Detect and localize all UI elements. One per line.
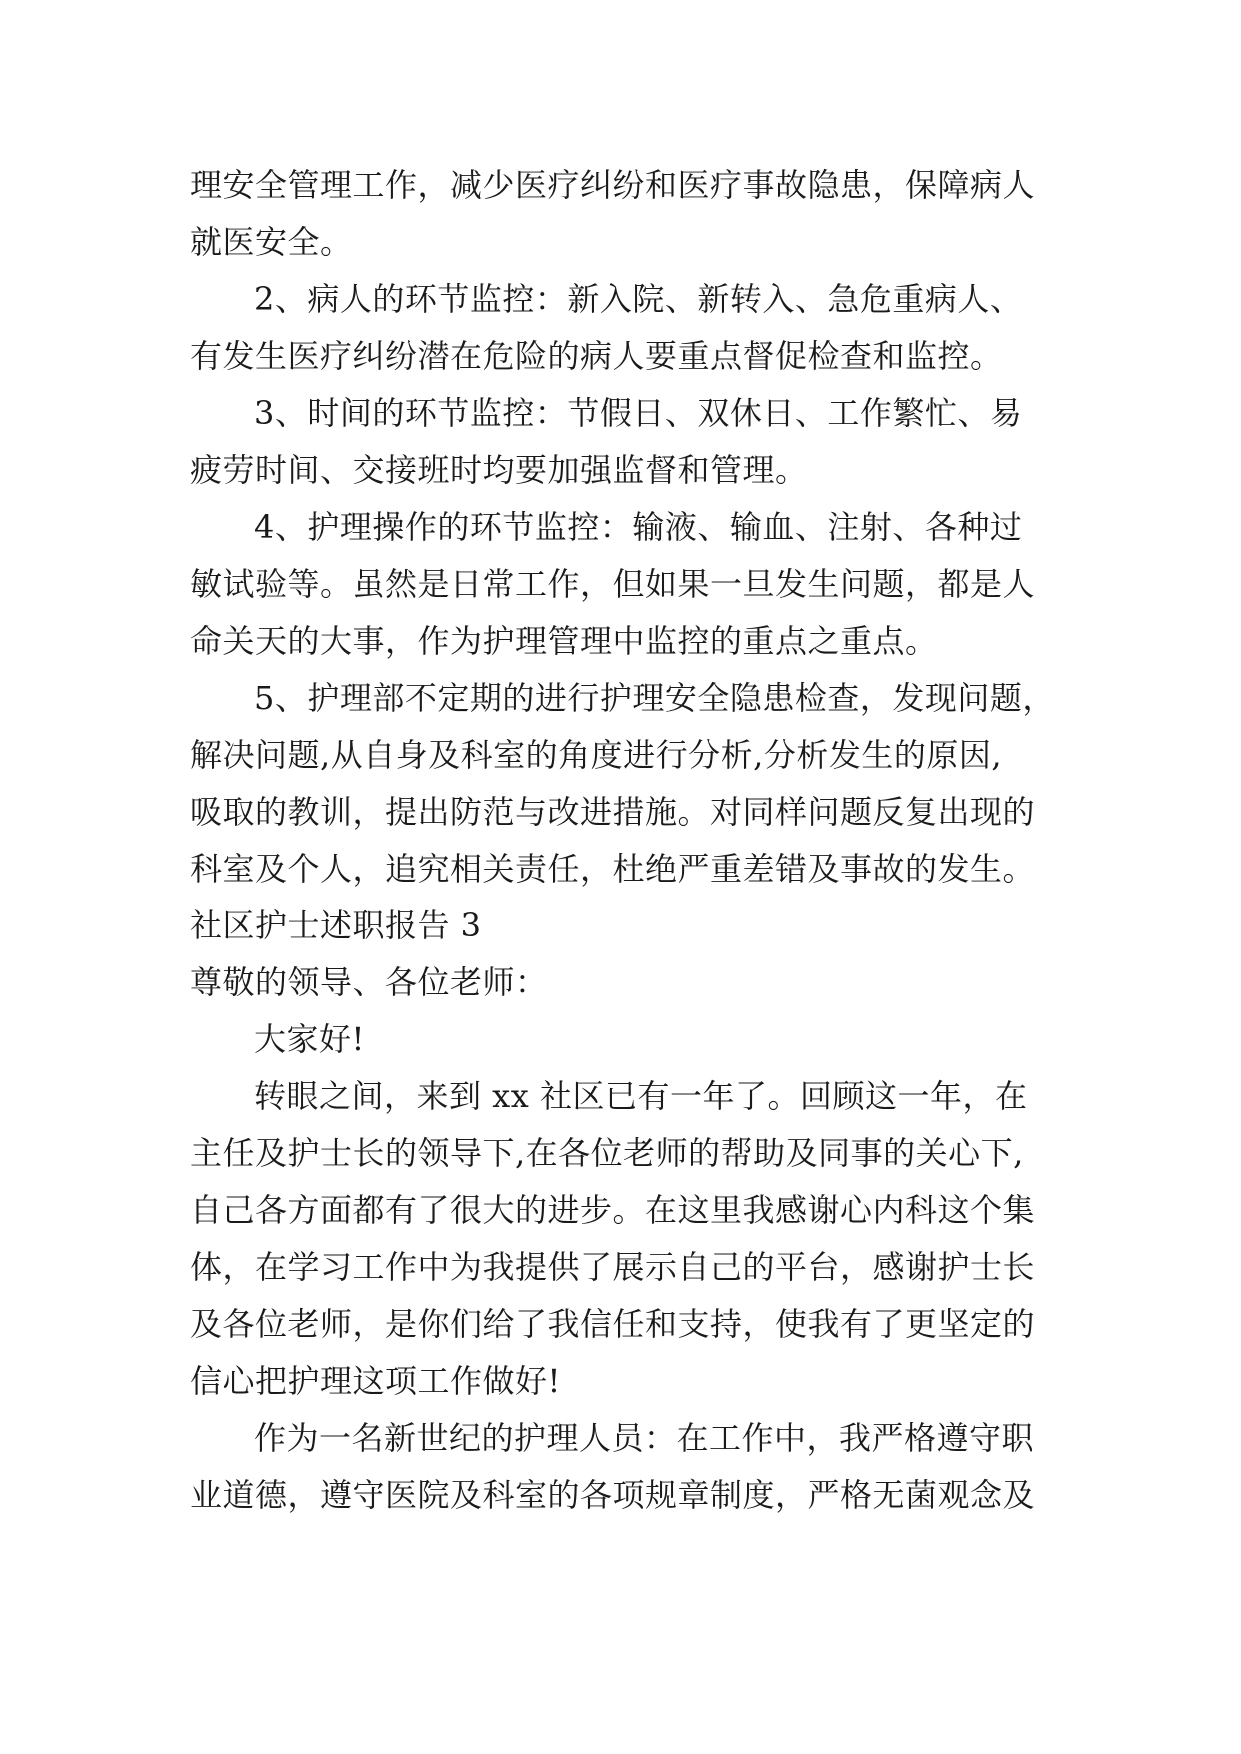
text-line: 主任及护士长的领导下,在各位老师的帮助及同事的关心下, — [190, 1134, 1024, 1172]
text-line: 信心把护理这项工作做好! — [190, 1362, 561, 1400]
text-line: 吸取的教训，提出防范与改进措施。对同样问题反复出现的 — [190, 793, 1036, 831]
text-line: 自己各方面都有了很大的进步。在这里我感谢心内科这个集 — [190, 1191, 1036, 1229]
text-line: 疲劳时间、交接班时均要加强监督和管理。 — [190, 451, 808, 489]
section-heading: 社区护士述职报告 3 — [190, 906, 482, 944]
text-line: 理安全管理工作，减少医疗纠纷和医疗事故隐患，保障病人 — [190, 166, 1036, 204]
list-item-5: 5、护理部不定期的进行护理安全隐患检查，发现问题， — [254, 679, 1055, 717]
salutation: 尊敬的领导、各位老师： — [190, 963, 548, 1001]
greeting: 大家好! — [254, 1020, 365, 1058]
text-line: 命关天的大事，作为护理管理中监控的重点之重点。 — [190, 622, 938, 660]
text-line: 科室及个人，追究相关责任，杜绝严重差错及事故的发生。 — [190, 850, 1036, 888]
list-item-2: 2、病人的环节监控：新入院、新转入、急危重病人、 — [254, 280, 1023, 318]
text-line: 作为一名新世纪的护理人员：在工作中，我严格遵守职 — [254, 1419, 1035, 1457]
text-line: 解决问题,从自身及科室的角度进行分析,分析发生的原因, — [190, 736, 1003, 774]
text-line: 体，在学习工作中为我提供了展示自己的平台，感谢护士长 — [190, 1248, 1036, 1286]
text-line: 转眼之间，来到 xx 社区已有一年了。回顾这一年，在 — [254, 1077, 1028, 1115]
list-item-3: 3、时间的环节监控：节假日、双休日、工作繁忙、易 — [254, 394, 1023, 432]
text-line: 业道德，遵守医院及科室的各项规章制度，严格无菌观念及 — [190, 1476, 1036, 1514]
text-line: 敏试验等。虽然是日常工作，但如果一旦发生问题，都是人 — [190, 565, 1036, 603]
text-line: 就医安全。 — [190, 223, 353, 261]
text-line: 有发生医疗纠纷潜在危险的病人要重点督促检查和监控。 — [190, 337, 1003, 375]
text-line: 及各位老师，是你们给了我信任和支持，使我有了更坚定的 — [190, 1305, 1036, 1343]
list-item-4: 4、护理操作的环节监控：输液、输血、注射、各种过 — [254, 508, 1023, 546]
